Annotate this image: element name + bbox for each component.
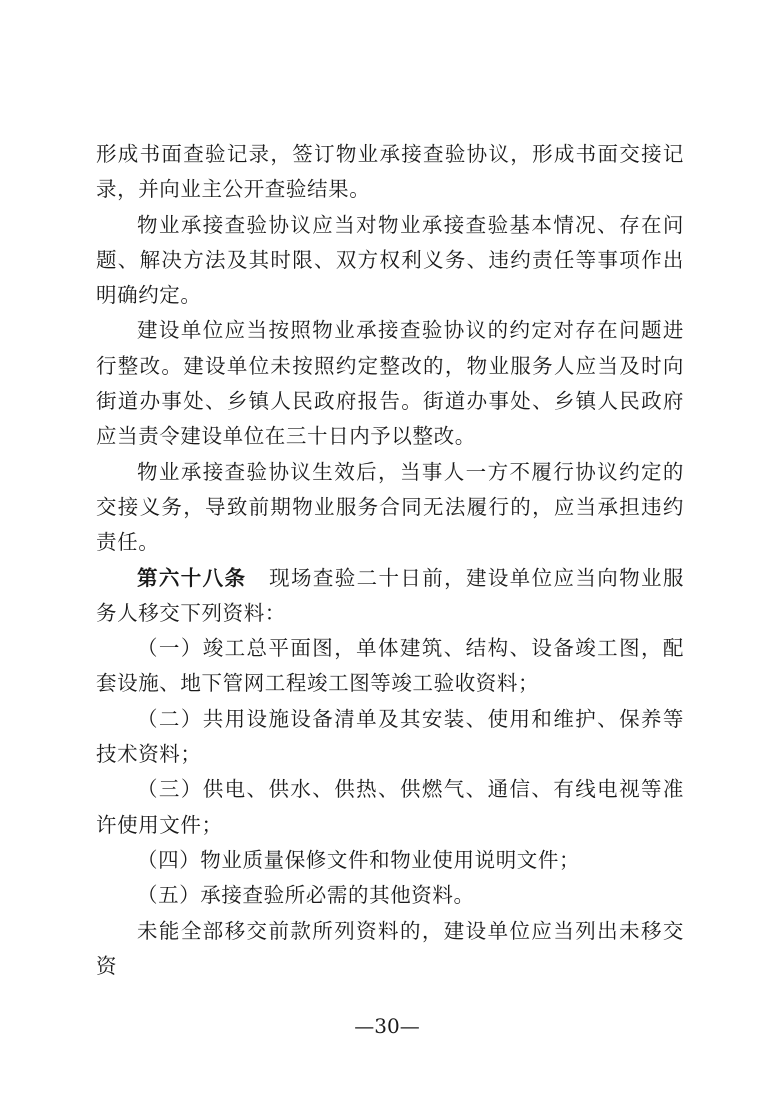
paragraph-continuation: 形成书面查验记录，签订物业承接查验协议，形成书面交接记录，并向业主公开查验结果。	[96, 142, 684, 202]
article-text: 现场查验二十日前，建设单位应当向物业服务人移交下列资料：	[96, 565, 684, 625]
list-item-5: （五）承接查验所必需的其他资料。	[137, 883, 475, 908]
page-number: —30—	[354, 1014, 420, 1038]
document-body	[96, 137, 684, 984]
article-68	[96, 561, 684, 632]
paragraph-rectification: 建设单位应当按照物业承接查验协议的约定对存在问题进行整改。建设单位未按照约定整改的，物业服务人应当及时向街道办事处、乡镇人民政府报告。街道办事处、乡镇人民政府应当责令建设单位在三十日内予以整改。	[96, 318, 684, 449]
paragraph-closing: 未能全部移交前款所列资料的，建设单位应当列出未移交资	[96, 918, 684, 978]
list-item-4: （四）物业质量保修文件和物业使用说明文件；	[137, 847, 581, 872]
paragraph-agreement-content: 物业承接查验协议应当对物业承接查验基本情况、存在问题、解决方法及其时限、双方权利义务、违约责任等事项作出明确约定。	[96, 212, 684, 308]
list-item-1: （一）竣工总平面图，单体建筑、结构、设备竣工图，配套设施、地下管网工程竣工图等竣工验收资料；	[96, 636, 684, 696]
paragraph-breach-liability: 物业承接查验协议生效后，当事人一方不履行协议约定的交接义务，导致前期物业服务合同无法履行的，应当承担违约责任。	[96, 459, 684, 555]
list-item-3: （三）供电、供水、供热、供燃气、通信、有线电视等准许使用文件；	[96, 777, 684, 837]
list-item-2: （二）共用设施设备清单及其安装、使用和维护、保养等技术资料；	[96, 706, 684, 767]
article-number: 第六十八条	[137, 565, 247, 590]
